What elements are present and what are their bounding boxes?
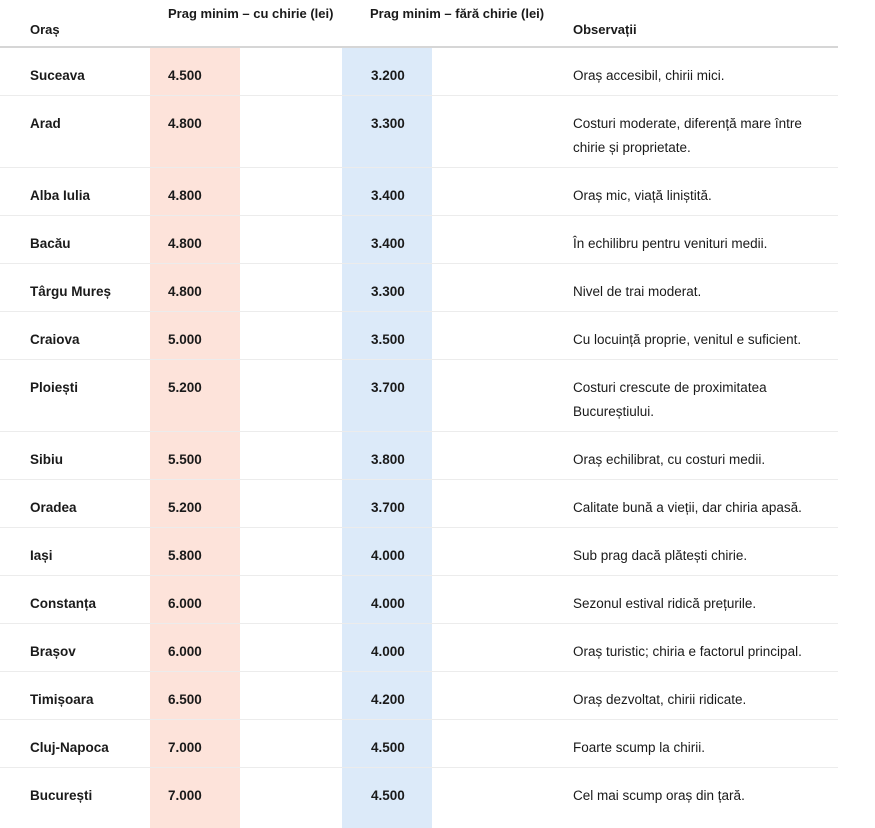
cell-without-rent: 4.000 bbox=[371, 644, 405, 659]
cell-observation: Oraș echilibrat, cu costuri medii. bbox=[573, 452, 766, 467]
header-with-rent: Prag minim – cu chirie (lei) bbox=[168, 6, 334, 21]
cell-city: Alba Iulia bbox=[30, 188, 91, 203]
cell-without-rent: 3.300 bbox=[371, 116, 405, 131]
cell-without-rent: 3.700 bbox=[371, 500, 405, 515]
cell-observation: Sezonul estival ridică prețurile. bbox=[573, 596, 757, 611]
cell-city: Craiova bbox=[30, 332, 80, 347]
cell-with-rent: 7.000 bbox=[168, 788, 202, 803]
cell-observation: Sub prag dacă plătești chirie. bbox=[573, 548, 748, 563]
table-row bbox=[0, 168, 838, 216]
cell-observation: Costuri moderate, diferență mare între chirie și proprietate. bbox=[573, 116, 802, 155]
cell-city: Suceava bbox=[30, 68, 85, 83]
cell-city: Brașov bbox=[30, 644, 76, 659]
cell-with-rent: 4.500 bbox=[168, 68, 202, 83]
cell-with-rent: 5.000 bbox=[168, 332, 202, 347]
cell-with-rent: 6.500 bbox=[168, 692, 202, 707]
cell-without-rent: 4.200 bbox=[371, 692, 405, 707]
cell-with-rent: 5.800 bbox=[168, 548, 202, 563]
table-row bbox=[0, 432, 838, 480]
cell-city: Constanța bbox=[30, 596, 97, 611]
cell-city: Sibiu bbox=[30, 452, 63, 467]
cell-without-rent: 4.000 bbox=[371, 548, 405, 563]
cell-city: Timișoara bbox=[30, 692, 94, 707]
cell-without-rent: 4.500 bbox=[371, 740, 405, 755]
cell-observation: Costuri crescute de proximitatea Bucureștiului. bbox=[573, 380, 767, 419]
cell-with-rent: 4.800 bbox=[168, 116, 202, 131]
cell-without-rent: 4.000 bbox=[371, 596, 405, 611]
cell-with-rent: 6.000 bbox=[168, 596, 202, 611]
table-row bbox=[0, 768, 838, 816]
header-without-rent: Prag minim – fără chirie (lei) bbox=[370, 6, 545, 21]
cell-with-rent: 5.200 bbox=[168, 380, 202, 395]
cell-observation: Cel mai scump oraș din țară. bbox=[573, 788, 745, 803]
table-row bbox=[0, 216, 838, 264]
table-row bbox=[0, 96, 838, 168]
table-header bbox=[0, 0, 838, 48]
cell-without-rent: 3.700 bbox=[371, 380, 405, 395]
cell-observation: Nivel de trai moderat. bbox=[573, 284, 702, 299]
header-city: Oraș bbox=[30, 22, 60, 37]
cell-with-rent: 4.800 bbox=[168, 236, 202, 251]
cell-city: Cluj-Napoca bbox=[30, 740, 109, 755]
cell-with-rent: 4.800 bbox=[168, 284, 202, 299]
cell-city: Iași bbox=[30, 548, 53, 563]
cell-without-rent: 3.300 bbox=[371, 284, 405, 299]
cell-with-rent: 7.000 bbox=[168, 740, 202, 755]
cell-with-rent: 5.500 bbox=[168, 452, 202, 467]
cell-observation: Calitate bună a vieții, dar chiria apasă. bbox=[573, 500, 802, 515]
header-observations: Observații bbox=[573, 22, 637, 37]
cell-without-rent: 3.800 bbox=[371, 452, 405, 467]
cell-city: Ploiești bbox=[30, 380, 79, 395]
cell-with-rent: 5.200 bbox=[168, 500, 202, 515]
cell-observation: Foarte scump la chirii. bbox=[573, 740, 706, 755]
cell-with-rent: 6.000 bbox=[168, 644, 202, 659]
table-row bbox=[0, 264, 838, 312]
table-row bbox=[0, 360, 838, 432]
table-body bbox=[0, 48, 838, 816]
cell-observation: Oraș mic, viață liniștită. bbox=[573, 188, 712, 203]
table-row bbox=[0, 576, 838, 624]
table-row bbox=[0, 672, 838, 720]
cell-observation: Oraș dezvoltat, chirii ridicate. bbox=[573, 692, 747, 707]
cell-observation: În echilibru pentru venituri medii. bbox=[573, 236, 768, 251]
cell-city: Oradea bbox=[30, 500, 77, 515]
cell-city: București bbox=[30, 788, 93, 803]
table-row bbox=[0, 720, 838, 768]
table-row bbox=[0, 528, 838, 576]
cell-city: Târgu Mureș bbox=[30, 284, 112, 299]
cell-without-rent: 3.400 bbox=[371, 236, 405, 251]
cell-without-rent: 3.500 bbox=[371, 332, 405, 347]
cell-without-rent: 4.500 bbox=[371, 788, 405, 803]
cell-observation: Cu locuință proprie, venitul e suficient. bbox=[573, 332, 802, 347]
cell-without-rent: 3.200 bbox=[371, 68, 405, 83]
table-row bbox=[0, 624, 838, 672]
table-row bbox=[0, 312, 838, 360]
cell-without-rent: 3.400 bbox=[371, 188, 405, 203]
table-row bbox=[0, 48, 838, 96]
cell-observation: Oraș turistic; chiria e factorul principal. bbox=[573, 644, 802, 659]
cell-observation: Oraș accesibil, chirii mici. bbox=[573, 68, 725, 83]
cell-city: Arad bbox=[30, 116, 61, 131]
cell-with-rent: 4.800 bbox=[168, 188, 202, 203]
table-row bbox=[0, 480, 838, 528]
cell-city: Bacău bbox=[30, 236, 71, 251]
